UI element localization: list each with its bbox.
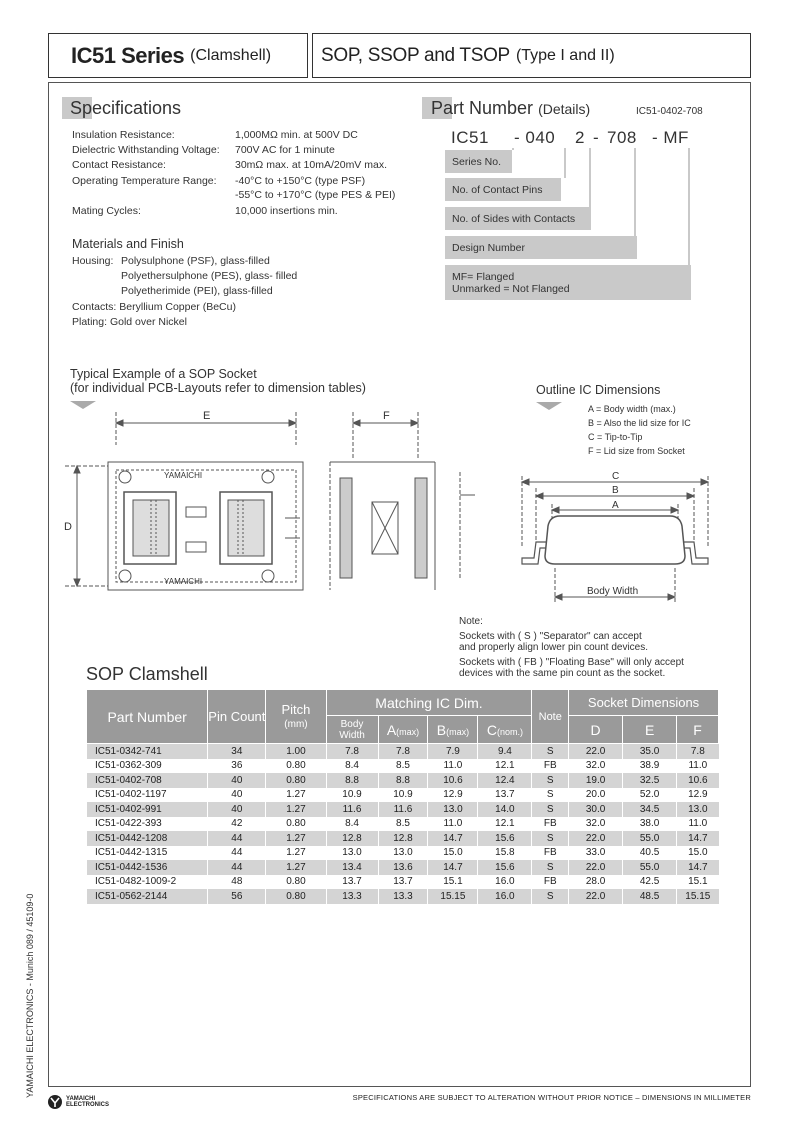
part-number-example: IC51-0402-708: [636, 106, 703, 117]
th-matching: Matching IC Dim.: [326, 690, 532, 716]
spec-value: -55°C to +170°C (type PES & PEI): [235, 189, 396, 201]
table-cell: 20.0: [569, 788, 623, 803]
table-cell: 15.15: [428, 889, 478, 904]
sop-table: [86, 689, 719, 904]
logo-icon: [47, 1094, 63, 1110]
table-cell: 22.0: [569, 860, 623, 875]
table-cell: 16.0: [478, 875, 532, 890]
table-cell: 0.80: [266, 759, 326, 774]
table-cell: 22.0: [569, 831, 623, 846]
th-b: B(max): [428, 716, 478, 744]
table-row: [87, 875, 719, 890]
spec-value: 700V AC for 1 minute: [235, 144, 335, 156]
dim-e-label: E: [203, 410, 211, 422]
pn-label-design: Design Number: [445, 236, 637, 259]
housing-label: Housing:: [72, 255, 114, 267]
table-cell: 12.1: [478, 817, 532, 832]
table-cell: 11.6: [378, 802, 428, 817]
table-cell: 38.0: [623, 817, 677, 832]
table-cell: 14.7: [428, 831, 478, 846]
table-cell: 9.4: [478, 744, 532, 759]
th-pin-count: Pin Count: [208, 690, 266, 744]
outline-legend: C = Tip-to-Tip: [588, 432, 643, 442]
table-cell: 10.6: [428, 773, 478, 788]
table-cell: IC51-0402-1197: [87, 788, 208, 803]
pointer-triangle: [536, 402, 562, 410]
th-pitch: Pitch (mm): [266, 690, 326, 744]
th-f: F: [677, 716, 719, 744]
table-row: [87, 802, 719, 817]
part-number-title: Part Number (Details): [431, 98, 591, 118]
ic-outline-drawing: [510, 468, 735, 608]
table-cell: 15.1: [677, 875, 719, 890]
header-types-box: [312, 33, 751, 78]
types-title: SOP, SSOP and TSOP: [321, 44, 510, 66]
th-c: C(nom.): [478, 716, 532, 744]
table-cell: 48: [208, 875, 266, 890]
table-cell: FB: [532, 817, 569, 832]
pn-label-pins: No. of Contact Pins: [445, 178, 561, 201]
table-row: [87, 788, 719, 803]
table-cell: IC51-0442-1315: [87, 846, 208, 861]
table-cell: 32.0: [569, 759, 623, 774]
table-cell: 55.0: [623, 831, 677, 846]
table-cell: 14.0: [478, 802, 532, 817]
table-cell: 11.0: [677, 759, 719, 774]
dim-f-label: F: [383, 410, 390, 422]
table-cell: 13.0: [677, 802, 719, 817]
logo-text: YAMAICHI ELECTRONICS: [66, 1096, 110, 1108]
table-cell: 1.27: [266, 860, 326, 875]
materials-title: Materials and Finish: [72, 237, 184, 251]
table-cell: S: [532, 788, 569, 803]
spec-value: -40°C to +150°C (type PSF): [235, 175, 366, 187]
table-cell: 42.5: [623, 875, 677, 890]
table-cell: 34: [208, 744, 266, 759]
table-cell: 15.1: [428, 875, 478, 890]
table-cell: IC51-0362-309: [87, 759, 208, 774]
table-cell: 34.5: [623, 802, 677, 817]
table-cell: 13.3: [378, 889, 428, 904]
table-cell: FB: [532, 846, 569, 861]
table-cell: 12.9: [677, 788, 719, 803]
table-cell: 15.8: [478, 846, 532, 861]
table-cell: 15.6: [478, 860, 532, 875]
table-cell: 12.8: [378, 831, 428, 846]
table-cell: 8.5: [378, 759, 428, 774]
specifications-title: Specifications: [70, 98, 182, 118]
table-cell: 40: [208, 802, 266, 817]
table-cell: 22.0: [569, 744, 623, 759]
table-cell: 32.0: [569, 817, 623, 832]
table-cell: 7.9: [428, 744, 478, 759]
pn-segment: -: [593, 128, 600, 147]
table-cell: 40.5: [623, 846, 677, 861]
pn-segment: IC51: [451, 128, 489, 147]
pn-label-flange: MF= Flanged Unmarked = Not Flanged: [445, 265, 691, 300]
table-cell: 38.9: [623, 759, 677, 774]
table-cell: 1.27: [266, 846, 326, 861]
table-cell: 1.27: [266, 802, 326, 817]
table-cell: 13.0: [378, 846, 428, 861]
th-socket: Socket Dimensions: [569, 690, 719, 716]
table-cell: 8.4: [326, 759, 378, 774]
table-cell: 12.8: [326, 831, 378, 846]
types-suffix: (Type I and II): [515, 46, 615, 64]
table-row: [87, 773, 719, 788]
housing-line: Polyetherimide (PEI), glass-filled: [121, 285, 273, 297]
sop-title: SOP Clamshell: [86, 664, 208, 684]
table-row: [87, 860, 719, 875]
table-cell: 10.9: [378, 788, 428, 803]
table-cell: 52.0: [623, 788, 677, 803]
outline-legend: A = Body width (max.): [588, 404, 676, 414]
table-cell: IC51-0342-741: [87, 744, 208, 759]
sop-socket-drawing: [60, 400, 480, 605]
footer-note: SPECIFICATIONS ARE SUBJECT TO ALTERATION WITHOUT PRIOR NOTICE – DIMENSIONS IN MILLIMETER: [352, 1093, 751, 1102]
table-cell: 48.5: [623, 889, 677, 904]
table-cell: 44: [208, 831, 266, 846]
th-part-number: Part Number: [87, 690, 208, 744]
table-cell: 14.7: [677, 860, 719, 875]
th-d: D: [569, 716, 623, 744]
spec-label: Mating Cycles:: [72, 205, 141, 217]
table-row: [87, 817, 719, 832]
note-line: devices with the same pin count as the socket.: [459, 668, 666, 679]
pn-segment: - MF: [652, 128, 689, 147]
note-line: and properly align lower pin count devices.: [459, 642, 648, 653]
sop-table-body: [87, 744, 719, 904]
th-a: A(max): [378, 716, 428, 744]
table-row: [87, 744, 719, 759]
table-row: [87, 831, 719, 846]
table-cell: 13.7: [478, 788, 532, 803]
table-cell: IC51-0482-1009-2: [87, 875, 208, 890]
spec-value: 10,000 insertions min.: [235, 205, 338, 217]
pn-label-sides: No. of Sides with Contacts: [445, 207, 591, 230]
table-cell: 7.8: [677, 744, 719, 759]
note-line: Sockets with ( S ) "Separator" can accept: [459, 631, 642, 642]
table-cell: 15.6: [478, 831, 532, 846]
body-width-label: Body Width: [587, 586, 639, 597]
table-row: [87, 889, 719, 904]
typical-line1: Typical Example of a SOP Socket: [70, 367, 257, 381]
table-cell: 11.6: [326, 802, 378, 817]
plating-line: Plating: Gold over Nickel: [72, 316, 187, 328]
note-title: Note:: [459, 616, 483, 627]
table-cell: 13.3: [326, 889, 378, 904]
dim-b-label: B: [612, 485, 619, 496]
table-cell: 7.8: [326, 744, 378, 759]
dim-d-label: D: [64, 521, 72, 533]
table-cell: 36: [208, 759, 266, 774]
table-cell: IC51-0562-2144: [87, 889, 208, 904]
table-cell: 8.4: [326, 817, 378, 832]
table-cell: 13.0: [326, 846, 378, 861]
pn-segment: - 040: [514, 128, 556, 147]
company-logo: [47, 1094, 110, 1110]
spec-label: Operating Temperature Range:: [72, 175, 217, 187]
table-cell: FB: [532, 875, 569, 890]
table-cell: 44: [208, 846, 266, 861]
brand-top: YAMAICHI: [164, 471, 203, 480]
spec-label: Insulation Resistance:: [72, 129, 175, 141]
table-cell: 42: [208, 817, 266, 832]
header-series-box: [48, 33, 308, 78]
outline-title: Outline IC Dimensions: [536, 383, 661, 397]
outline-legend: F = Lid size from Socket: [588, 446, 685, 456]
table-cell: 10.9: [326, 788, 378, 803]
table-cell: 33.0: [569, 846, 623, 861]
table-cell: 11.0: [428, 817, 478, 832]
table-cell: 14.7: [428, 860, 478, 875]
table-cell: 55.0: [623, 860, 677, 875]
table-cell: 22.0: [569, 889, 623, 904]
table-cell: 1.00: [266, 744, 326, 759]
spec-value: 30mΩ max. at 10mA/20mV max.: [235, 159, 387, 171]
table-cell: 35.0: [623, 744, 677, 759]
table-cell: 28.0: [569, 875, 623, 890]
table-cell: 15.15: [677, 889, 719, 904]
th-note: Note: [532, 690, 569, 744]
side-company-text: YAMAICHI ELECTRONICS - Munich 089 / 45109-0: [25, 893, 35, 1098]
th-e: E: [623, 716, 677, 744]
table-cell: 40: [208, 773, 266, 788]
table-cell: 13.6: [378, 860, 428, 875]
table-cell: IC51-0422-393: [87, 817, 208, 832]
table-cell: 13.7: [326, 875, 378, 890]
table-cell: 12.1: [478, 759, 532, 774]
table-cell: 0.80: [266, 889, 326, 904]
table-row: [87, 846, 719, 861]
pn-connector-lines: [445, 148, 695, 268]
table-cell: 19.0: [569, 773, 623, 788]
table-cell: 1.27: [266, 831, 326, 846]
table-cell: S: [532, 831, 569, 846]
table-cell: IC51-0402-991: [87, 802, 208, 817]
table-cell: 8.8: [378, 773, 428, 788]
table-cell: 32.5: [623, 773, 677, 788]
outline-legend: B = Also the lid size for IC: [588, 418, 691, 428]
typical-line2: (for individual PCB-Layouts refer to dimension tables): [70, 381, 366, 395]
pn-segment: 2: [575, 128, 585, 147]
dim-a-label: A: [612, 500, 619, 511]
table-cell: 15.0: [677, 846, 719, 861]
table-cell: FB: [532, 759, 569, 774]
table-cell: 7.8: [378, 744, 428, 759]
table-cell: 8.8: [326, 773, 378, 788]
table-cell: IC51-0402-708: [87, 773, 208, 788]
spec-label: Dielectric Withstanding Voltage:: [72, 144, 220, 156]
housing-line: Polyethersulphone (PES), glass- filled: [121, 270, 298, 282]
table-cell: 40: [208, 788, 266, 803]
table-cell: 12.4: [478, 773, 532, 788]
table-cell: 13.4: [326, 860, 378, 875]
table-cell: 16.0: [478, 889, 532, 904]
table-cell: 13.7: [378, 875, 428, 890]
table-cell: 8.5: [378, 817, 428, 832]
table-cell: S: [532, 744, 569, 759]
table-cell: 30.0: [569, 802, 623, 817]
table-cell: 10.6: [677, 773, 719, 788]
table-cell: 11.0: [677, 817, 719, 832]
table-cell: S: [532, 889, 569, 904]
table-cell: S: [532, 802, 569, 817]
spec-label: Contact Resistance:: [72, 159, 166, 171]
table-cell: 1.27: [266, 788, 326, 803]
note-line: Sockets with ( FB ) "Floating Base" will only accept: [459, 657, 684, 668]
dim-c-label: C: [612, 471, 620, 482]
table-cell: 13.0: [428, 802, 478, 817]
table-cell: S: [532, 860, 569, 875]
table-cell: IC51-0442-1536: [87, 860, 208, 875]
series-suffix: (Clamshell): [190, 46, 272, 64]
housing-line: Polysulphone (PSF), glass-filled: [121, 255, 270, 267]
table-cell: 12.9: [428, 788, 478, 803]
table-row: [87, 759, 719, 774]
pn-segment: 708: [607, 128, 637, 147]
contacts-line: Contacts: Beryllium Copper (BeCu): [72, 301, 236, 313]
series-title: IC51 Series: [71, 42, 185, 68]
spec-value: 1,000MΩ min. at 500V DC: [235, 129, 358, 141]
table-cell: 56: [208, 889, 266, 904]
table-cell: S: [532, 773, 569, 788]
table-cell: 0.80: [266, 875, 326, 890]
table-cell: 0.80: [266, 817, 326, 832]
table-cell: 11.0: [428, 759, 478, 774]
table-cell: IC51-0442-1208: [87, 831, 208, 846]
table-cell: 0.80: [266, 773, 326, 788]
table-cell: 44: [208, 860, 266, 875]
brand-bottom: YAMAICHI: [164, 577, 203, 586]
pn-label-series: Series No.: [445, 150, 512, 173]
table-cell: 15.0: [428, 846, 478, 861]
th-body-width: Body Width: [326, 716, 378, 744]
table-cell: 14.7: [677, 831, 719, 846]
